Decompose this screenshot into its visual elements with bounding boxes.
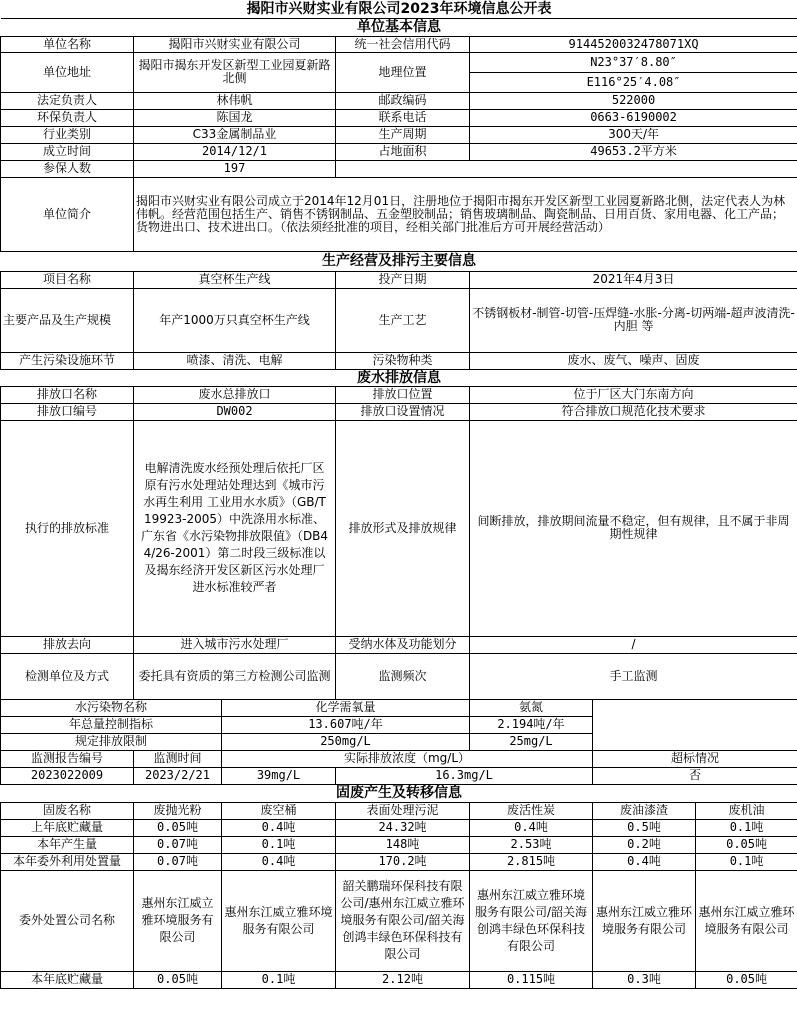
address-label: 单位地址	[1, 52, 134, 92]
latitude: N23°37′8.80″	[470, 52, 797, 72]
founded-label: 成立时间	[1, 143, 134, 160]
row-label: 上年底贮藏量	[1, 819, 134, 836]
waste-name-label: 固废名称	[1, 802, 134, 819]
report-no-label: 监测报告编号	[1, 750, 134, 767]
postcode-label: 邮政编码	[336, 92, 470, 109]
dest-label: 排放去向	[1, 636, 134, 653]
receiving-water: /	[470, 636, 797, 653]
project-name: 真空杯生产线	[134, 271, 336, 288]
concentration-label: 实际排放浓度（mg/L）	[222, 750, 593, 767]
cell: 0.3吨	[593, 971, 696, 988]
quota-nh3: 2.194吨/年	[470, 716, 593, 733]
section-wastewater-heading: 废水排放信息	[1, 369, 797, 386]
report-number: 2023022009	[1, 767, 134, 784]
waste-col: 废空桶	[222, 802, 336, 819]
cell: 148吨	[336, 836, 470, 853]
pollutants-label: 污染物种类	[336, 352, 470, 369]
row-label: 本年委外利用处置量	[1, 853, 134, 870]
monitor-frequency: 手工监测	[470, 653, 797, 699]
waste-col: 表面处理污泥	[336, 802, 470, 819]
products-label: 主要产品及生产规模	[1, 288, 134, 352]
row-label: 本年产生量	[1, 836, 134, 853]
company-label: 委外处置公司名称	[1, 870, 134, 971]
location-label: 地理位置	[336, 52, 470, 92]
disposal-company: 惠州东江威立雅环境服务有限公司	[696, 870, 797, 971]
end-label: 本年底贮藏量	[1, 971, 134, 988]
emission-standard: 电解清洗废水经预处理后依托厂区原有污水处理站处理达到《城市污水再生利用 工业用水水质》（GB/T19923-2005）中洗涤用水标准、广东省《水污染物排放限值》（DB44/26-2001）第二时段三级标准以及揭东经济开发区新区污水处理厂进水标准较严者	[134, 420, 336, 636]
waste-col: 废抛光粉	[134, 802, 222, 819]
outlet-number: DW002	[134, 403, 336, 420]
insured: 197	[134, 160, 336, 177]
phone: 0663-6190002	[470, 109, 797, 126]
cycle-label: 生产周期	[336, 126, 470, 143]
cell: 0.05吨	[134, 819, 222, 836]
company-intro: 揭阳市兴财实业有限公司成立于2014年12月01日，注册地位于揭阳市揭东开发区新型工业园夏新路北侧，法定代表人为林伟帆。经营范围包括生产、销售不锈钢制品、五金塑胶制品；销售玻璃制品、陶瓷制品、日用百货、家用电器、化工产品；货物进出口、技术进出口。（依法须经批准的项目，经相关部门批准后方可开展经营活动）	[134, 177, 797, 251]
outlet-name-label: 排放口名称	[1, 386, 134, 403]
longitude: E116°25′4.08″	[470, 72, 797, 92]
area: 49653.2平方米	[470, 143, 797, 160]
freq-label: 监测频次	[336, 653, 470, 699]
date-label: 投产日期	[336, 271, 470, 288]
cell: 24.32吨	[336, 819, 470, 836]
founded: 2014/12/1	[134, 143, 336, 160]
outlet-no-label: 排放口编号	[1, 403, 134, 420]
env-label: 环保负责人	[1, 109, 134, 126]
cell: 0.07吨	[134, 836, 222, 853]
pollutants: 废水、废气、噪声、固废	[470, 352, 797, 369]
credit-label: 统一社会信用代码	[336, 36, 470, 52]
cell: 0.1吨	[222, 971, 336, 988]
page-title: 揭阳市兴财实业有限公司2023年环境信息公开表	[246, 0, 552, 17]
limit-nh3: 25mg/L	[470, 733, 593, 750]
intro-label: 单位简介	[1, 177, 134, 251]
waste-col: 废机油	[696, 802, 797, 819]
cell: 0.05吨	[696, 971, 797, 988]
exceed-label: 超标情况	[593, 750, 797, 767]
project-label: 项目名称	[1, 271, 134, 288]
cell: 0.2吨	[593, 836, 696, 853]
disposal-company: 惠州东江威立雅环境服务有限公司	[593, 870, 696, 971]
cell: 170.2吨	[336, 853, 470, 870]
mode-label: 排放形式及排放规律	[336, 420, 470, 636]
monitor-label: 检测单位及方式	[1, 653, 134, 699]
company-address: 揭阳市揭东开发区新型工业园夏新路北侧	[134, 52, 336, 92]
waste-col: 废油漆渣	[593, 802, 696, 819]
report-time-label: 监测时间	[134, 750, 222, 767]
exceed-status: 否	[593, 767, 797, 784]
water-label: 受纳水体及功能划分	[336, 636, 470, 653]
legal-label: 法定负责人	[1, 92, 134, 109]
cell: 0.1吨	[696, 853, 797, 870]
conc-cod: 39mg/L	[222, 767, 336, 784]
company-name: 揭阳市兴财实业有限公司	[134, 36, 336, 52]
cell: 0.1吨	[222, 836, 336, 853]
disposal-company: 惠州东江威立雅环境服务有限公司	[222, 870, 336, 971]
insured-label: 参保人数	[1, 160, 134, 177]
empty-area	[593, 699, 797, 750]
cell: 0.05吨	[134, 971, 222, 988]
phone-label: 联系电话	[336, 109, 470, 126]
cell: 0.5吨	[593, 819, 696, 836]
outlet-name: 废水总排放口	[134, 386, 336, 403]
cell: 2.12吨	[336, 971, 470, 988]
credit-code: 9144520032478071XQ	[470, 36, 797, 52]
cell: 2.53吨	[470, 836, 593, 853]
disposal-company: 惠州东江威立雅环境服务有限公司/韶关海创鸿丰绿色环保科技有限公司	[470, 870, 593, 971]
industry-label: 行业类别	[1, 126, 134, 143]
legal-person: 林伟帆	[134, 92, 336, 109]
cell: 0.4吨	[222, 819, 336, 836]
products: 年产1000万只真空杯生产线	[134, 288, 336, 352]
section-basic-heading: 单位基本信息	[1, 18, 797, 36]
disposal-company: 韶关鹏瑞环保科技有限公司/惠州东江威立雅环境服务有限公司/韶关海创鸿丰绿色环保科技有限公司	[336, 870, 470, 971]
standard-label: 执行的排放标准	[1, 420, 134, 636]
process-label: 生产工艺	[336, 288, 470, 352]
industry: C33金属制品业	[134, 126, 336, 143]
pollutant-name-label: 水污染物名称	[1, 699, 222, 716]
start-date: 2021年4月3日	[470, 271, 797, 288]
sources: 喷漆、清洗、电解	[134, 352, 336, 369]
name-label: 单位名称	[1, 36, 134, 52]
sources-label: 产生污染设施环节	[1, 352, 134, 369]
outlet-pos-label: 排放口位置	[336, 386, 470, 403]
limit-label: 规定排放限制	[1, 733, 222, 750]
quota-label: 年总量控制指标	[1, 716, 222, 733]
env-person: 陈国龙	[134, 109, 336, 126]
cycle: 300天/年	[470, 126, 797, 143]
cell: 0.4吨	[470, 819, 593, 836]
conc-nh3: 16.3mg/L	[336, 767, 593, 784]
section-production-heading: 生产经营及排污主要信息	[1, 251, 797, 271]
emission-mode: 间断排放，排放期间流量不稳定，但有规律，且不属于非周期性规律	[470, 420, 797, 636]
cell: 2.815吨	[470, 853, 593, 870]
cell: 0.07吨	[134, 853, 222, 870]
pollutant-cod: 化学需氧量	[222, 699, 470, 716]
waste-col: 废活性炭	[470, 802, 593, 819]
section-solid-heading: 固废产生及转移信息	[1, 784, 797, 802]
cell: 0.1吨	[696, 819, 797, 836]
monitor-method: 委托具有资质的第三方检测公司监测	[134, 653, 336, 699]
process: 不锈钢板材-制管-切管-压焊缝-水胀-分离-切两端-超声波清洗-内胆 等	[470, 288, 797, 352]
limit-cod: 250mg/L	[222, 733, 470, 750]
outlet-setup: 符合排放口规范化技术要求	[470, 403, 797, 420]
postcode: 522000	[470, 92, 797, 109]
blank-cell	[336, 160, 797, 177]
cell: 0.4吨	[593, 853, 696, 870]
quota-cod: 13.607吨/年	[222, 716, 470, 733]
cell: 0.4吨	[222, 853, 336, 870]
cell: 0.05吨	[696, 836, 797, 853]
area-label: 占地面积	[336, 143, 470, 160]
outlet-position: 位于厂区大门东南方向	[470, 386, 797, 403]
outlet-setup-label: 排放口设置情况	[336, 403, 470, 420]
destination: 进入城市污水处理厂	[134, 636, 336, 653]
report-time: 2023/2/21	[134, 767, 222, 784]
pollutant-nh3: 氨氮	[470, 699, 593, 716]
cell: 0.115吨	[470, 971, 593, 988]
disposal-company: 惠州东江威立雅环境服务有限公司	[134, 870, 222, 971]
